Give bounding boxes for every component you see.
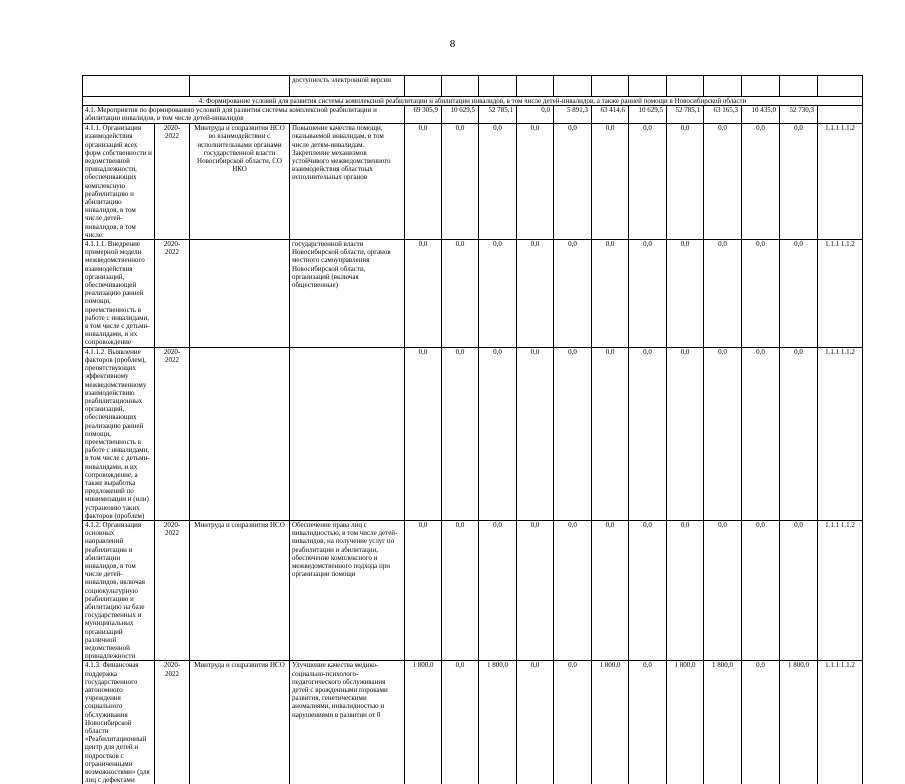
row-name: 4.1.3. Финансовая поддержка государственного автономного учреждения социального обслуживания Новосибирской области «Реабилитационный центр для детей и подростков с ограниченными возможностями» (для лиц с дефектами (83, 661, 155, 784)
row-years: 2020-2022 (155, 124, 190, 240)
row-value: 0,0 (479, 347, 517, 520)
row-value: 0,0 (442, 124, 479, 240)
row-value: 0,0 (704, 240, 742, 348)
row-value: 0,0 (442, 661, 479, 784)
row-result: государственной власти Новосибирской области, органов местного самоуправления Новосибирской области, организаций (включая общественные) (290, 240, 405, 348)
row-value: 0,0 (405, 240, 442, 348)
row-value: 0,0 (479, 520, 517, 660)
row-value: 0,0 (442, 347, 479, 520)
row-value: 0,0 (667, 240, 704, 348)
row-executor (190, 240, 290, 348)
row-value: 0,0 (442, 520, 479, 660)
row-result: Улучшение качества медико-социально-психолого-педагогического обслуживания детей с врожденными пороками развития, генетическими аномалиями, инвалидностью и нарушениями в развитии от 0 (290, 661, 405, 784)
row-value: 0,0 (667, 124, 704, 240)
summary-value: 10 629,5 (629, 106, 667, 124)
table-row (83, 661, 863, 784)
row-years: 2020-2022 (155, 347, 190, 520)
row-value: 0,0 (517, 240, 554, 348)
row-value: 0,0 (629, 347, 667, 520)
row-years: 2020-2022 (155, 661, 190, 784)
row-value: 0,0 (629, 124, 667, 240)
row-years: 2020-2022 (155, 520, 190, 660)
row-value: 0,0 (742, 347, 780, 520)
row-value: 0,0 (780, 347, 818, 520)
row-value: 0,0 (629, 240, 667, 348)
row-value: 0,0 (517, 347, 554, 520)
row-value: 0,0 (554, 347, 592, 520)
section-heading: 4. Формирование условий для развития системы комплексной реабилитации и абилитации инвалидов, в том числе детей-инвалидов, а также ранней помощи в Новосибирской области (83, 97, 863, 106)
row-name: 4.1.1.2. Выявление факторов (проблем), препятствующих эффективному межведомственному взаимодействию реабилитационных организаций, обеспечивающих реализацию ранней помощи, преемственность в работе с инвалидами, в том числе с детьми-инвалидами, и их сопровождение, а также выработка предложений по минимизации и (или) устранению таких факторов (проблем) (83, 347, 155, 520)
row-value: 0,0 (742, 520, 780, 660)
row-value: 1 800,0 (592, 661, 629, 784)
row-value: 0,0 (629, 661, 667, 784)
row-years: 2020-2022 (155, 240, 190, 348)
row-value: 0,0 (704, 124, 742, 240)
row-value: 0,0 (479, 240, 517, 348)
row-value: 0,0 (667, 520, 704, 660)
row-value: 0,0 (742, 661, 780, 784)
table-row (83, 124, 863, 240)
row-value: 0,0 (629, 520, 667, 660)
row-refs: 1.1.1 1.1.2 (818, 124, 863, 240)
row-executor (190, 347, 290, 520)
row-value: 0,0 (742, 240, 780, 348)
summary-value: 10 435,0 (742, 106, 780, 124)
row-executor: Минтруда и соцразвития НСО (190, 520, 290, 660)
summary-value: 63 414,6 (592, 106, 629, 124)
row-name: 4.1.1.1. Внедрение примерной модели межведомственного взаимодействия организаций, обеспечивающей реализацию ранней помощи, преемственность в работе с инвалидами, в том числе с детьми-инвалидами, и их сопровождение (83, 240, 155, 348)
row-executor: Минтруда и соцразвития НСО во взаимодействии с исполнительными органами государственной власти Новосибирской области, СО НКО (190, 124, 290, 240)
row-value: 0,0 (592, 240, 629, 348)
section-heading-row (83, 97, 863, 106)
row-value: 1 800,0 (667, 661, 704, 784)
row-value: 0,0 (554, 661, 592, 784)
table-row (83, 347, 863, 520)
summary-value: 10 629,5 (442, 106, 479, 124)
row-value: 0,0 (780, 520, 818, 660)
row-result: Обеспечение права лиц с инвалидностью, в том числе детей-инвалидов, на получение услуг по реабилитации и абилитации, обеспечение комплексного и межведомственного подхода при организации помощи (290, 520, 405, 660)
row-value: 0,0 (442, 240, 479, 348)
row-result (290, 347, 405, 520)
row-refs: 1.1.1 1.1.2 (818, 520, 863, 660)
row-value: 1 800,0 (479, 661, 517, 784)
row-value: 0,0 (554, 124, 592, 240)
summary-value: 63 165,3 (704, 106, 742, 124)
row-value: 0,0 (405, 124, 442, 240)
row-value: 0,0 (780, 240, 818, 348)
row-value: 0,0 (517, 661, 554, 784)
row-value: 0,0 (704, 520, 742, 660)
summary-value: 5 891,3 (554, 106, 592, 124)
row-value: 0,0 (517, 520, 554, 660)
row-value: 0,0 (780, 124, 818, 240)
row-executor: Минтруда и соцразвития НСО (190, 661, 290, 784)
summary-value: 52 730,3 (780, 106, 818, 124)
row-value: 0,0 (405, 347, 442, 520)
row-value: 0,0 (667, 347, 704, 520)
row-value: 0,0 (592, 124, 629, 240)
row-value: 0,0 (592, 520, 629, 660)
row-value: 0,0 (479, 124, 517, 240)
row-value: 0,0 (742, 124, 780, 240)
continuation-text: доступность электронной версии (290, 76, 405, 97)
page-number: 8 (449, 38, 456, 50)
row-value: 1 800,0 (405, 661, 442, 784)
row-value: 0,0 (554, 520, 592, 660)
row-value: 1 800,0 (780, 661, 818, 784)
table-row (83, 240, 863, 348)
summary-value: 52 785,1 (667, 106, 704, 124)
row-refs: 1.1.1 1.1.2 (818, 347, 863, 520)
summary-label: 4.1. Мероприятия по формированию условий для развития системы комплексной реабилитации и абилитации инвалидов, в том числе детей-инвалидов (83, 106, 405, 124)
summary-value: 69 305,9 (405, 106, 442, 124)
row-value: 0,0 (554, 240, 592, 348)
row-value: 0,0 (517, 124, 554, 240)
row-name: 4.1.2. Организация основных направлений реабилитации и абилитации инвалидов, в том числе детей-инвалидов, включая социокультурную реабилитацию и абилитацию на базе государственных и муниципальных организаций различной ведомственной принадлежности (83, 520, 155, 660)
row-refs: 1.1.1 1.1.2 (818, 240, 863, 348)
row-value: 0,0 (704, 347, 742, 520)
row-result: Повышение качества помощи, оказываемой инвалидам, в том числе детям-инвалидам. Закрепление механизмов устойчивого межведомственного взаимодействия областных исполнительных органов (290, 124, 405, 240)
summary-value: 52 785,1 (479, 106, 517, 124)
continuation-row (83, 76, 863, 97)
summary-row (83, 106, 863, 124)
row-value: 1 800,0 (704, 661, 742, 784)
row-value: 0,0 (405, 520, 442, 660)
row-name: 4.1.1. Организация взаимодействия организаций всех форм собственности и ведомственной принадлежности, обеспечивающих комплексную реабилитацию и абилитацию инвалидов, в том числе детей-инвалидов, в том числе: (83, 124, 155, 240)
row-refs: 1.1.1 1.1.2 (818, 661, 863, 784)
program-table (82, 75, 863, 784)
summary-value: 0,0 (517, 106, 554, 124)
row-value: 0,0 (592, 347, 629, 520)
